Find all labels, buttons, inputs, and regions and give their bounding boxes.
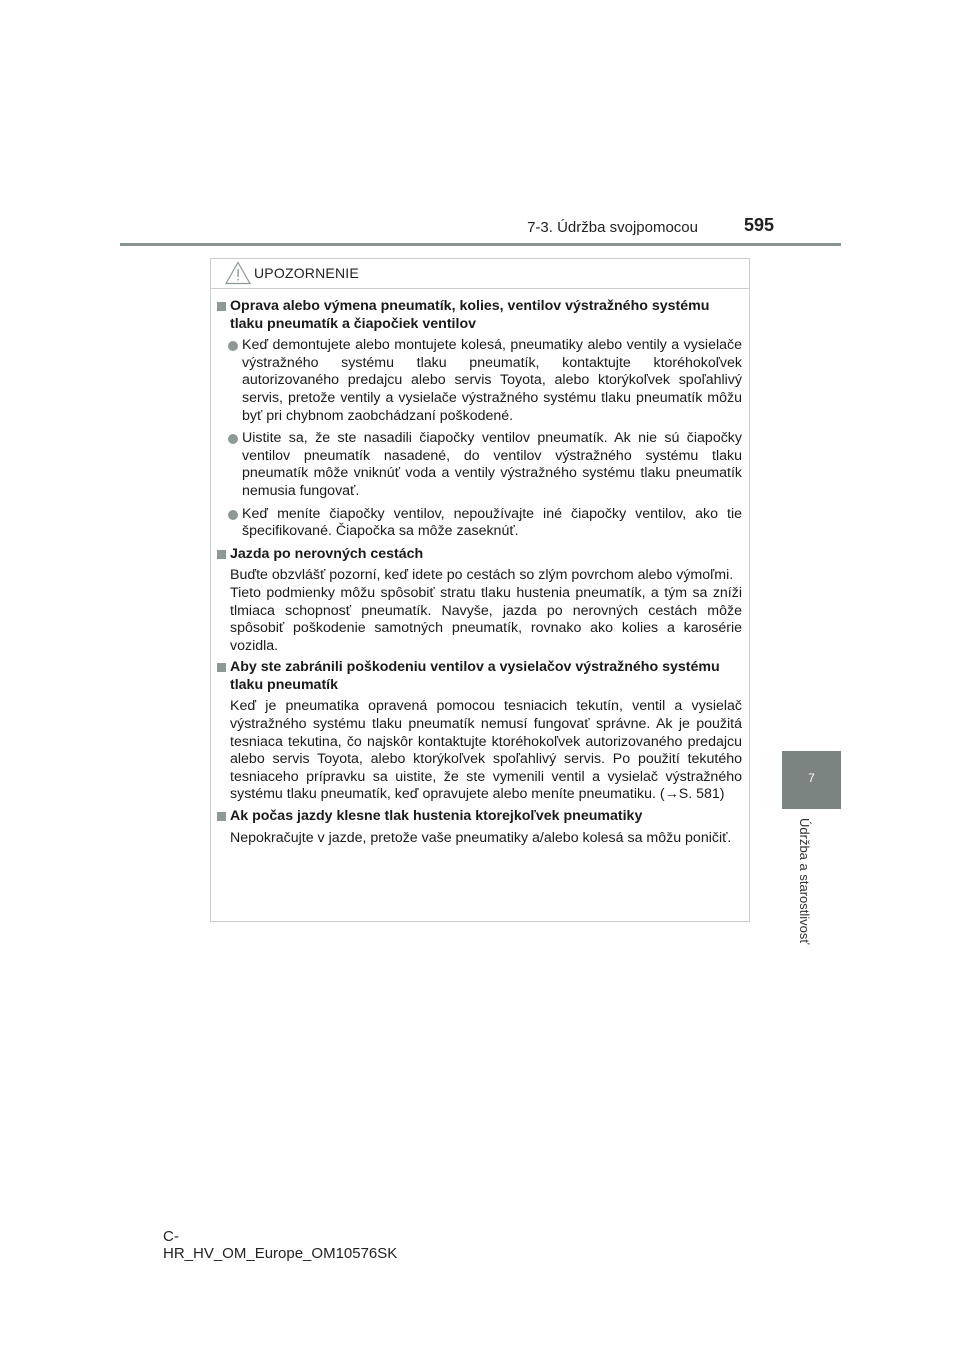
bullet-point: Keď meníte čiapočky ventilov, nepoužívajte iné čiapočky ventilov, ako tie špecifikované. Čiapočka sa môže zaseknúť. xyxy=(217,506,742,541)
warning-item xyxy=(217,298,742,541)
footer-document-code: C-HR_HV_OM_Europe_OM10576SK xyxy=(163,1228,398,1262)
warning-body xyxy=(211,289,749,847)
round-bullet-icon xyxy=(228,510,238,520)
bullet-point: Keď demontujete alebo montujete kolesá, pneumatiky alebo ventily a vysielače výstražného systému tlaku pneumatík, kontaktujte ktoréhokoľvek autorizovaného predajcu alebo servis Toyota, alebo ktorýkoľvek spoľahlivý servis, pretože ventily a vysielače výstražného systému tlaku pneumatík môžu byť pri chybnom zaobchádzaní poškodené. xyxy=(217,337,742,425)
page-number: 595 xyxy=(743,215,774,235)
paragraph: Buďte obzvlášť pozorní, keď idete po cestách so zlým povrchom alebo výmoľmi. xyxy=(230,567,734,584)
item-title: Oprava alebo výmena pneumatík, kolies, ventilov výstražného systému tlaku pneumatík a čiapočiek ventilov xyxy=(217,298,742,333)
warning-header xyxy=(211,259,749,289)
chapter-title: Údržba a starostlivosť xyxy=(797,818,812,945)
square-bullet-icon xyxy=(217,302,226,311)
chapter-number: 7 xyxy=(808,771,815,785)
chapter-title-vertical xyxy=(796,818,816,963)
paragraph: Keď je pneumatika opravená pomocou tesniacich tekutín, ventil a vysielač výstražného systému tlaku pneumatík nemusí fungovať správne. Ak je použitá tesniaca tekutina, čo najskôr kontaktujte ktoréhokoľvek autorizovaného predajcu alebo servis Toyota, alebo ktorýkoľvek spoľahlivý servis. Po použití tekutého tesniaceho prípravku sa uistite, že ste vymenili ventil a vysielač výstražného systému tlaku pneumatík, keď opravujete alebo meníte pneumatiku. (→S. 581) xyxy=(230,698,742,803)
square-bullet-icon xyxy=(217,663,226,672)
warning-item xyxy=(217,659,742,804)
chapter-tab[interactable] xyxy=(782,751,841,809)
square-bullet-icon xyxy=(217,550,226,559)
paragraph: Nepokračujte v jazde, pretože vaše pneumatiky a/alebo kolesá sa môžu poničiť. xyxy=(230,829,732,846)
item-title: Ak počas jazdy klesne tlak hustenia ktorejkoľvek pneumatiky xyxy=(217,808,742,826)
header-section-title: 7-3. Údržba svojpomocou xyxy=(527,219,698,236)
item-title: Jazda po nerovných cestách xyxy=(217,546,742,564)
warning-triangle-icon xyxy=(225,261,251,285)
warning-item xyxy=(217,808,742,847)
warning-box xyxy=(210,258,750,922)
round-bullet-icon xyxy=(228,434,238,444)
bullet-point: Uistite sa, že ste nasadili čiapočky ventilov pneumatík. Ak nie sú čiapočky ventilov pneumatík nasadené, do ventilov výstražného systému tlaku pneumatík môže vniknúť voda a ventily výstražného systému tlaku pneumatík nemusia fungovať. xyxy=(217,430,742,500)
round-bullet-icon xyxy=(228,341,238,351)
square-bullet-icon xyxy=(217,812,226,821)
paragraph: Tieto podmienky môžu spôsobiť stratu tlaku hustenia pneumatík, a tým sa zníži tlmiaca schopnosť pneumatík. Navyše, jazda po nerovných cestách môže spôsobiť poškodenie samotných pneumatík, rovnako ako kolies a karosérie vozidla. xyxy=(230,584,742,654)
warning-item xyxy=(217,546,742,656)
header-rule xyxy=(120,243,841,246)
warning-title: UPOZORNENIE xyxy=(254,265,359,281)
item-title: Aby ste zabránili poškodeniu ventilov a vysielačov výstražného systému tlaku pneumatík xyxy=(217,659,742,694)
